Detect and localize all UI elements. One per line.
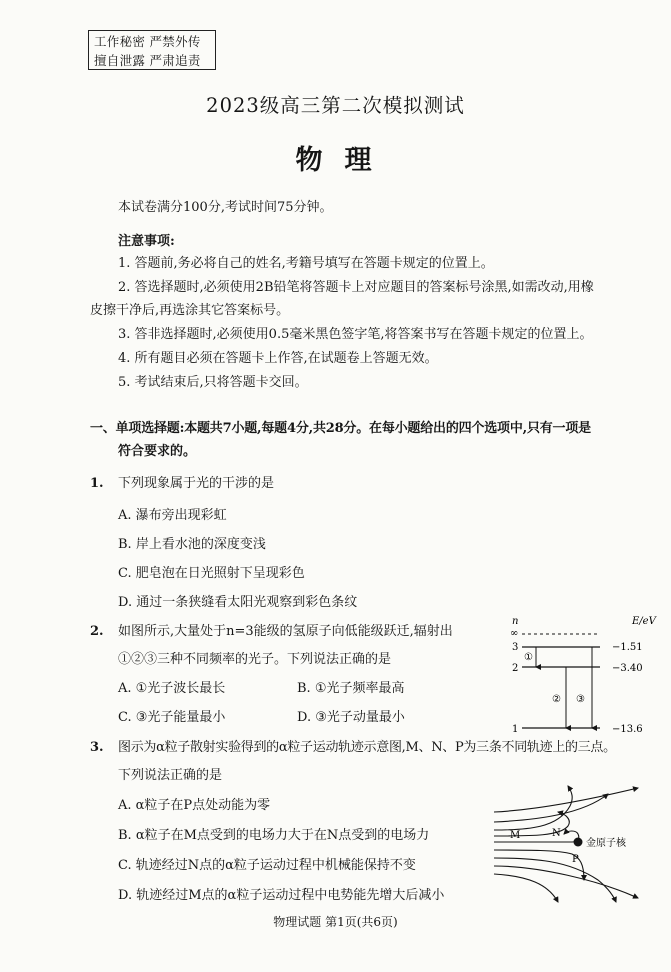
- q2-option-c: C. ③光子能量最小: [118, 710, 226, 725]
- q3-stem-line2: 下列说法正确的是: [118, 768, 223, 783]
- trajectory-bottom-3: [494, 874, 558, 902]
- section-1-heading-cont: 符合要求的。: [118, 444, 197, 459]
- confidential-stamp: [88, 30, 216, 70]
- q1-option-d: D. 通过一条狭缝看太阳光观察到彩色条纹: [118, 595, 358, 610]
- level-3-n: 3: [512, 642, 519, 653]
- q2-stem-line2: ①②③三种不同频率的光子。下列说法正确的是: [118, 652, 392, 667]
- q1-stem: 下列现象属于光的干涉的是: [118, 476, 275, 491]
- level-3-energy: −1.51: [612, 642, 643, 653]
- infinity-label: ∞: [510, 628, 519, 639]
- point-m-label: M: [510, 830, 521, 841]
- q1-option-b: B. 岸上看水池的深度变浅: [118, 537, 266, 552]
- subject-title: 物理: [295, 145, 394, 176]
- point-p-label: P: [572, 854, 579, 865]
- q3-option-b: B. α粒子在M点受到的电场力大于在N点受到的电场力: [118, 828, 430, 843]
- energy-level-diagram: [500, 610, 668, 740]
- notice-item-1: 1. 答题前,务必将自己的姓名,考籍号填写在答题卡规定的位置上。: [118, 256, 494, 271]
- secret-line-1: 工作秘密 严禁外传: [94, 34, 201, 49]
- page-footer: 物理试题 第1页(共6页): [273, 915, 398, 929]
- notice-item-2b: 皮擦干净后,再选涂其它答案标号。: [90, 303, 290, 318]
- level-2-energy: −3.40: [612, 663, 643, 674]
- exam-title: 2023级高三第二次模拟测试: [206, 94, 465, 117]
- q2-option-b: B. ①光子频率最高: [297, 681, 405, 696]
- q3-number: 3.: [90, 740, 104, 755]
- q2-option-d: D. ③光子动量最小: [297, 710, 405, 725]
- nucleus-label: 金原子核: [586, 838, 626, 849]
- n-axis-label: n: [512, 616, 519, 627]
- q3-option-c: C. 轨迹经过N点的α粒子运动过程中机械能保持不变: [118, 858, 416, 873]
- q2-option-a: A. ①光子波长最长: [118, 681, 226, 696]
- point-n-label: N: [552, 828, 561, 839]
- level-2-n: 2: [512, 663, 519, 674]
- notice-item-2a: 2. 答选择题时,必须使用2B铅笔将答题卡上对应题目的答案标号涂黑,如需改动,用橡: [118, 280, 594, 295]
- trajectory-top-1: [494, 788, 638, 812]
- gold-nucleus-dot: [574, 838, 583, 847]
- q1-option-a: A. 瀑布旁出现彩虹: [118, 508, 227, 523]
- level-1-energy: −13.6: [612, 724, 643, 735]
- intro-text: 本试卷满分100分,考试时间75分钟。: [118, 200, 333, 215]
- level-1-n: 1: [512, 724, 519, 735]
- energy-axis-label: E/eV: [632, 616, 656, 627]
- q1-number: 1.: [90, 476, 104, 491]
- section-1-heading: 一、单项选择题:本题共7小题,每题4分,共28分。在每小题给出的四个选项中,只有一项是: [90, 421, 591, 436]
- trajectory-bottom-1: [494, 858, 616, 902]
- secret-line-2: 擅自泄露 严肃追责: [94, 53, 201, 68]
- alpha-scattering-diagram: [488, 780, 666, 908]
- transition-2-label: ②: [552, 694, 561, 705]
- notice-item-5: 5. 考试结束后,只将答题卡交回。: [118, 375, 308, 390]
- q2-stem-line1: 如图所示,大量处于n=3能级的氢原子向低能级跃迁,辐射出: [118, 624, 453, 639]
- notice-item-4: 4. 所有题目必须在答题卡上作答,在试题卷上答题无效。: [118, 351, 438, 366]
- transition-3-label: ③: [576, 694, 585, 705]
- q3-option-d: D. 轨迹经过M点的α粒子运动过程中电势能先增大后减小: [118, 888, 445, 903]
- q1-option-c: C. 肥皂泡在日光照射下呈现彩色: [118, 566, 305, 581]
- q3-stem-line1: 图示为α粒子散射实验得到的α粒子运动轨迹示意图,M、N、P为三条不同轨迹上的三点。: [118, 740, 616, 755]
- notice-title: 注意事项:: [118, 234, 175, 249]
- transition-1-label: ①: [524, 652, 533, 663]
- trajectory-bottom-2: [494, 866, 638, 898]
- notice-item-3: 3. 答非选择题时,必须使用0.5毫米黑色签字笔,将答案书写在答题卡规定的位置上。: [118, 327, 593, 342]
- q2-number: 2.: [90, 624, 104, 639]
- q3-option-a: A. α粒子在P点处动能为零: [118, 798, 271, 813]
